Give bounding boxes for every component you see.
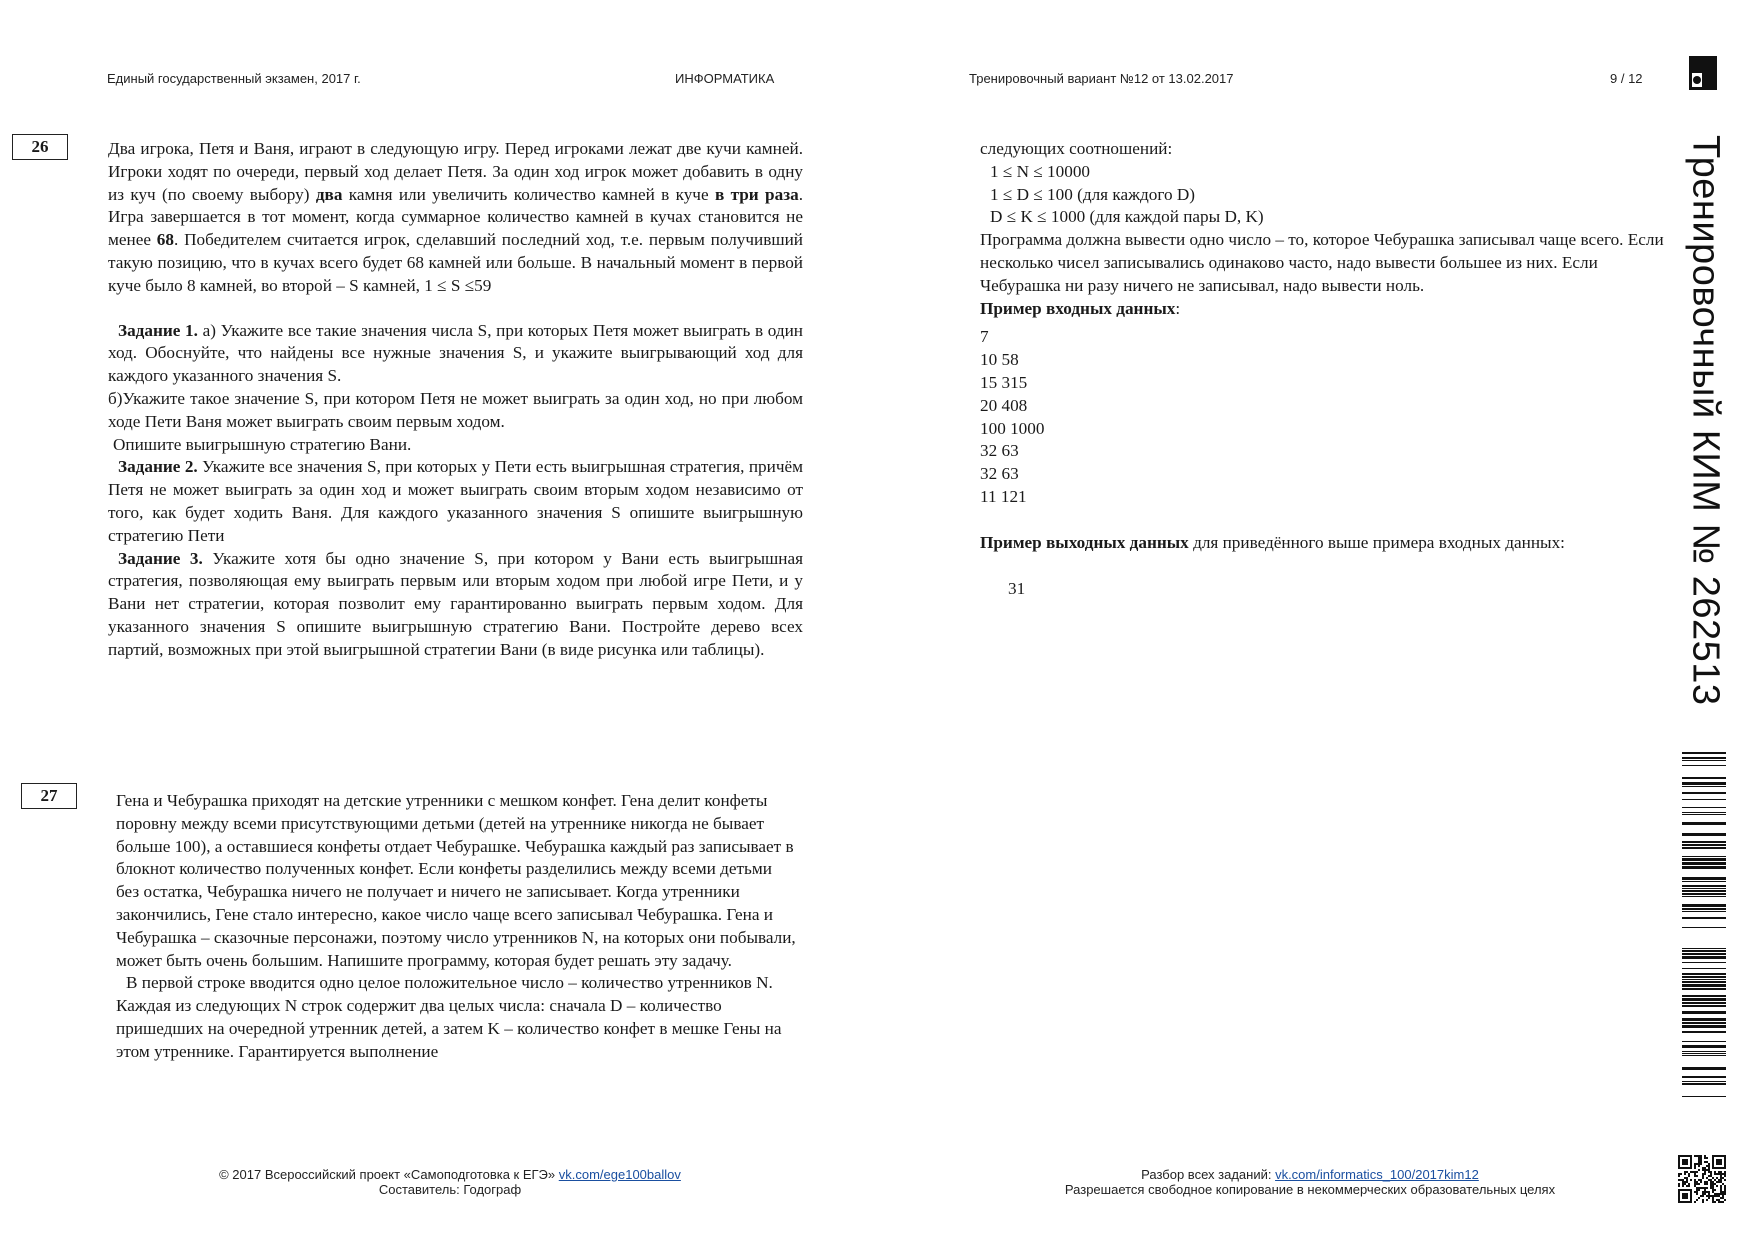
example-in-line: 32 63	[980, 441, 1019, 461]
corner-mark-icon	[1689, 56, 1717, 90]
q26-intro	[108, 138, 803, 298]
question-26	[108, 138, 803, 662]
q26-task2	[108, 456, 803, 547]
q26-intro-bold-68: 68	[156, 230, 174, 250]
question-number-27: 27	[21, 783, 77, 809]
example-in-line: 15 315	[980, 372, 1028, 392]
header-page-number: 9 / 12	[1610, 71, 1643, 86]
q27-cont-intro: следующих соотношений:	[980, 139, 1173, 158]
example-in-line: 32 63	[980, 464, 1019, 484]
side-kim-title: Тренировочный КИМ № 262513	[1684, 135, 1727, 706]
q26-intro-e: . Игра завершается в тот момент, когда суммарное количество камней в кучах становится не менее	[108, 184, 803, 250]
q26-task1-text-a: а) Укажите все такие значения числа S, при которых Петя может выиграть в один ход. Обоснуйте, что найдены все нужные значения S, и укажите выигрывающий ход для каждого указанного значения S.	[108, 320, 803, 386]
question-number-26: 26	[12, 134, 68, 160]
q27-condition-1: 1 ≤ N ≤ 10000	[990, 161, 1091, 181]
q27-condition-3: D ≤ K ≤ 1000 (для каждой пары D, K)	[990, 207, 1264, 227]
footer-left	[150, 1167, 750, 1197]
example-in-line: 11 121	[980, 486, 1027, 506]
example-in-line: 20 408	[980, 395, 1028, 415]
example-in-line: 10 58	[980, 350, 1019, 370]
footer-license: Разрешается свободное копирование в некоммерческих образовательных целях	[1064, 1182, 1556, 1197]
q26-intro-bold-triple: в три раза	[714, 184, 799, 204]
q27-paragraph-1: Гена и Чебурашка приходят на детские утренники с мешком конфет. Гена делит конфеты поровну между всеми присутствующими детьми (детей на утреннике никогда не бывает больше 100), а оставшиеся конфеты отдает Чебурашке. Чебурашка каждый раз записывает в блокнот количество полученных конфет. Если конфеты разделились между всеми детьми без остатка, Чебурашка ничего не получает и ничего не записывает. Когда утренники закончились, Гене стало интересно, какое число чаще всего записывал Чебурашка. Гена и Чебурашка – сказочные персонажи, поэтому число утренников N, на которых они побывали, может быть очень большим. Напишите программу, которая будет решать эту задачу.	[116, 791, 796, 970]
q26-task1	[108, 320, 803, 388]
footer-author: Составитель: Годограф	[378, 1182, 522, 1197]
q26-intro-bold-two: два	[315, 184, 343, 204]
qr-code-icon	[1678, 1155, 1726, 1203]
q27-condition-2: 1 ≤ D ≤ 100 (для каждого D)	[990, 184, 1195, 204]
footer-project-link[interactable]: vk.com/ege100ballov	[558, 1167, 681, 1182]
q26-intro-c: камня или увеличить количество камней в куче	[342, 184, 715, 204]
barcode-icon	[1682, 752, 1726, 1100]
q26-task1-b: б)Укажите такое значение S, при котором Петя не может выиграть за один ход, но при любом ходе Пети Ваня может выиграть своим первым ходом.	[108, 388, 803, 431]
question-27	[116, 790, 796, 1064]
example-in-line: 7	[980, 327, 989, 347]
q27-example-out-value: 31	[1008, 578, 1026, 598]
q26-task3-text: Укажите хотя бы одно значение S, при котором у Вани есть выигрышная стратегия, позволяющая ему выиграть первым или вторым ходом при любой игре Пети, и у Вани нет стратегии, которая позволит ему гарантированно выиграть первым ходом. Для указанного значения S опишите выигрышную стратегию Вани. Постройте дерево всех партий, возможных при этой выигрышной стратегии Вани (в виде рисунка или таблицы).	[108, 548, 803, 659]
q27-paragraph-3: Каждая из следующих N строк содержит два целых числа: сначала D – количество пришедших на очередной утренник детей, а затем K – количество конфет в мешке Гены на этом утреннике. Гарантируется выполнение	[116, 996, 782, 1061]
q26-task1-label: Задание 1.	[118, 320, 198, 340]
q27-example-out-heading	[980, 532, 1600, 555]
q27-example-in-heading	[980, 298, 1670, 321]
header-variant: Тренировочный вариант №12 от 13.02.2017	[969, 71, 1234, 86]
footer-right	[1010, 1167, 1610, 1197]
q26-task2-label: Задание 2.	[118, 457, 198, 477]
example-in-line: 100 1000	[980, 418, 1045, 438]
q26-intro-a: Два игрока, Петя и Ваня, играют в следующую игру. Перед игроками лежат две кучи камней. Игроки ходят по очереди, первый ход делает Петя. За один ход игрок может добавить в одну из куч (по своему выбору)	[108, 139, 803, 204]
q26-task3-label: Задание 3.	[118, 548, 203, 568]
q27-example-out-rest: для приведённого выше примера входных данных:	[1188, 532, 1565, 552]
footer-analysis-link[interactable]: vk.com/informatics_100/2017kim12	[1275, 1167, 1479, 1182]
footer-project-text: © 2017 Всероссийский проект «Самоподготовка к ЕГЭ»	[219, 1167, 559, 1182]
q27-example-out-label: Пример выходных данных	[980, 532, 1189, 552]
header-subject: ИНФОРМАТИКА	[675, 71, 775, 86]
q27-example-in-colon: :	[1175, 298, 1181, 318]
q26-task2-text: Укажите все значения S, при которых у Пети есть выигрышная стратегия, причём Петя не может выиграть за один ход и может выиграть своим вторым ходом независимо от того, как будет ходить Ваня. Для каждого указанного значения S опишите выигрышную стратегию Пети	[108, 457, 803, 545]
q27-paragraph-2: В первой строке вводится одно целое положительное число – количество утренников N.	[126, 973, 773, 993]
footer-analysis-text: Разбор всех заданий:	[1141, 1167, 1276, 1182]
question-27-continued	[980, 138, 1670, 600]
q26-task3	[108, 548, 803, 662]
q27-paragraph-4: Программа должна вывести одно число – то, которое Чебурашка записывал чаще всего. Если несколько чисел записывались одинаково часто, надо вывести большее из них. Если Чебурашка ни разу ничего не записывал, надо вывести ноль.	[980, 230, 1664, 295]
q26-intro-g: . Победителем считается игрок, сделавший последний ход, т.е. первым получивший такую позицию, что в кучах всего будет 68 камней или больше. В начальный момент в первой куче было 8 камней, во второй – S камней, 1 ≤ S ≤59	[108, 230, 803, 295]
q27-example-in-label: Пример входных данных	[980, 298, 1176, 318]
header-exam-title: Единый государственный экзамен, 2017 г.	[107, 71, 361, 86]
q26-task1-c: Опишите выигрышную стратегию Вани.	[113, 434, 412, 454]
